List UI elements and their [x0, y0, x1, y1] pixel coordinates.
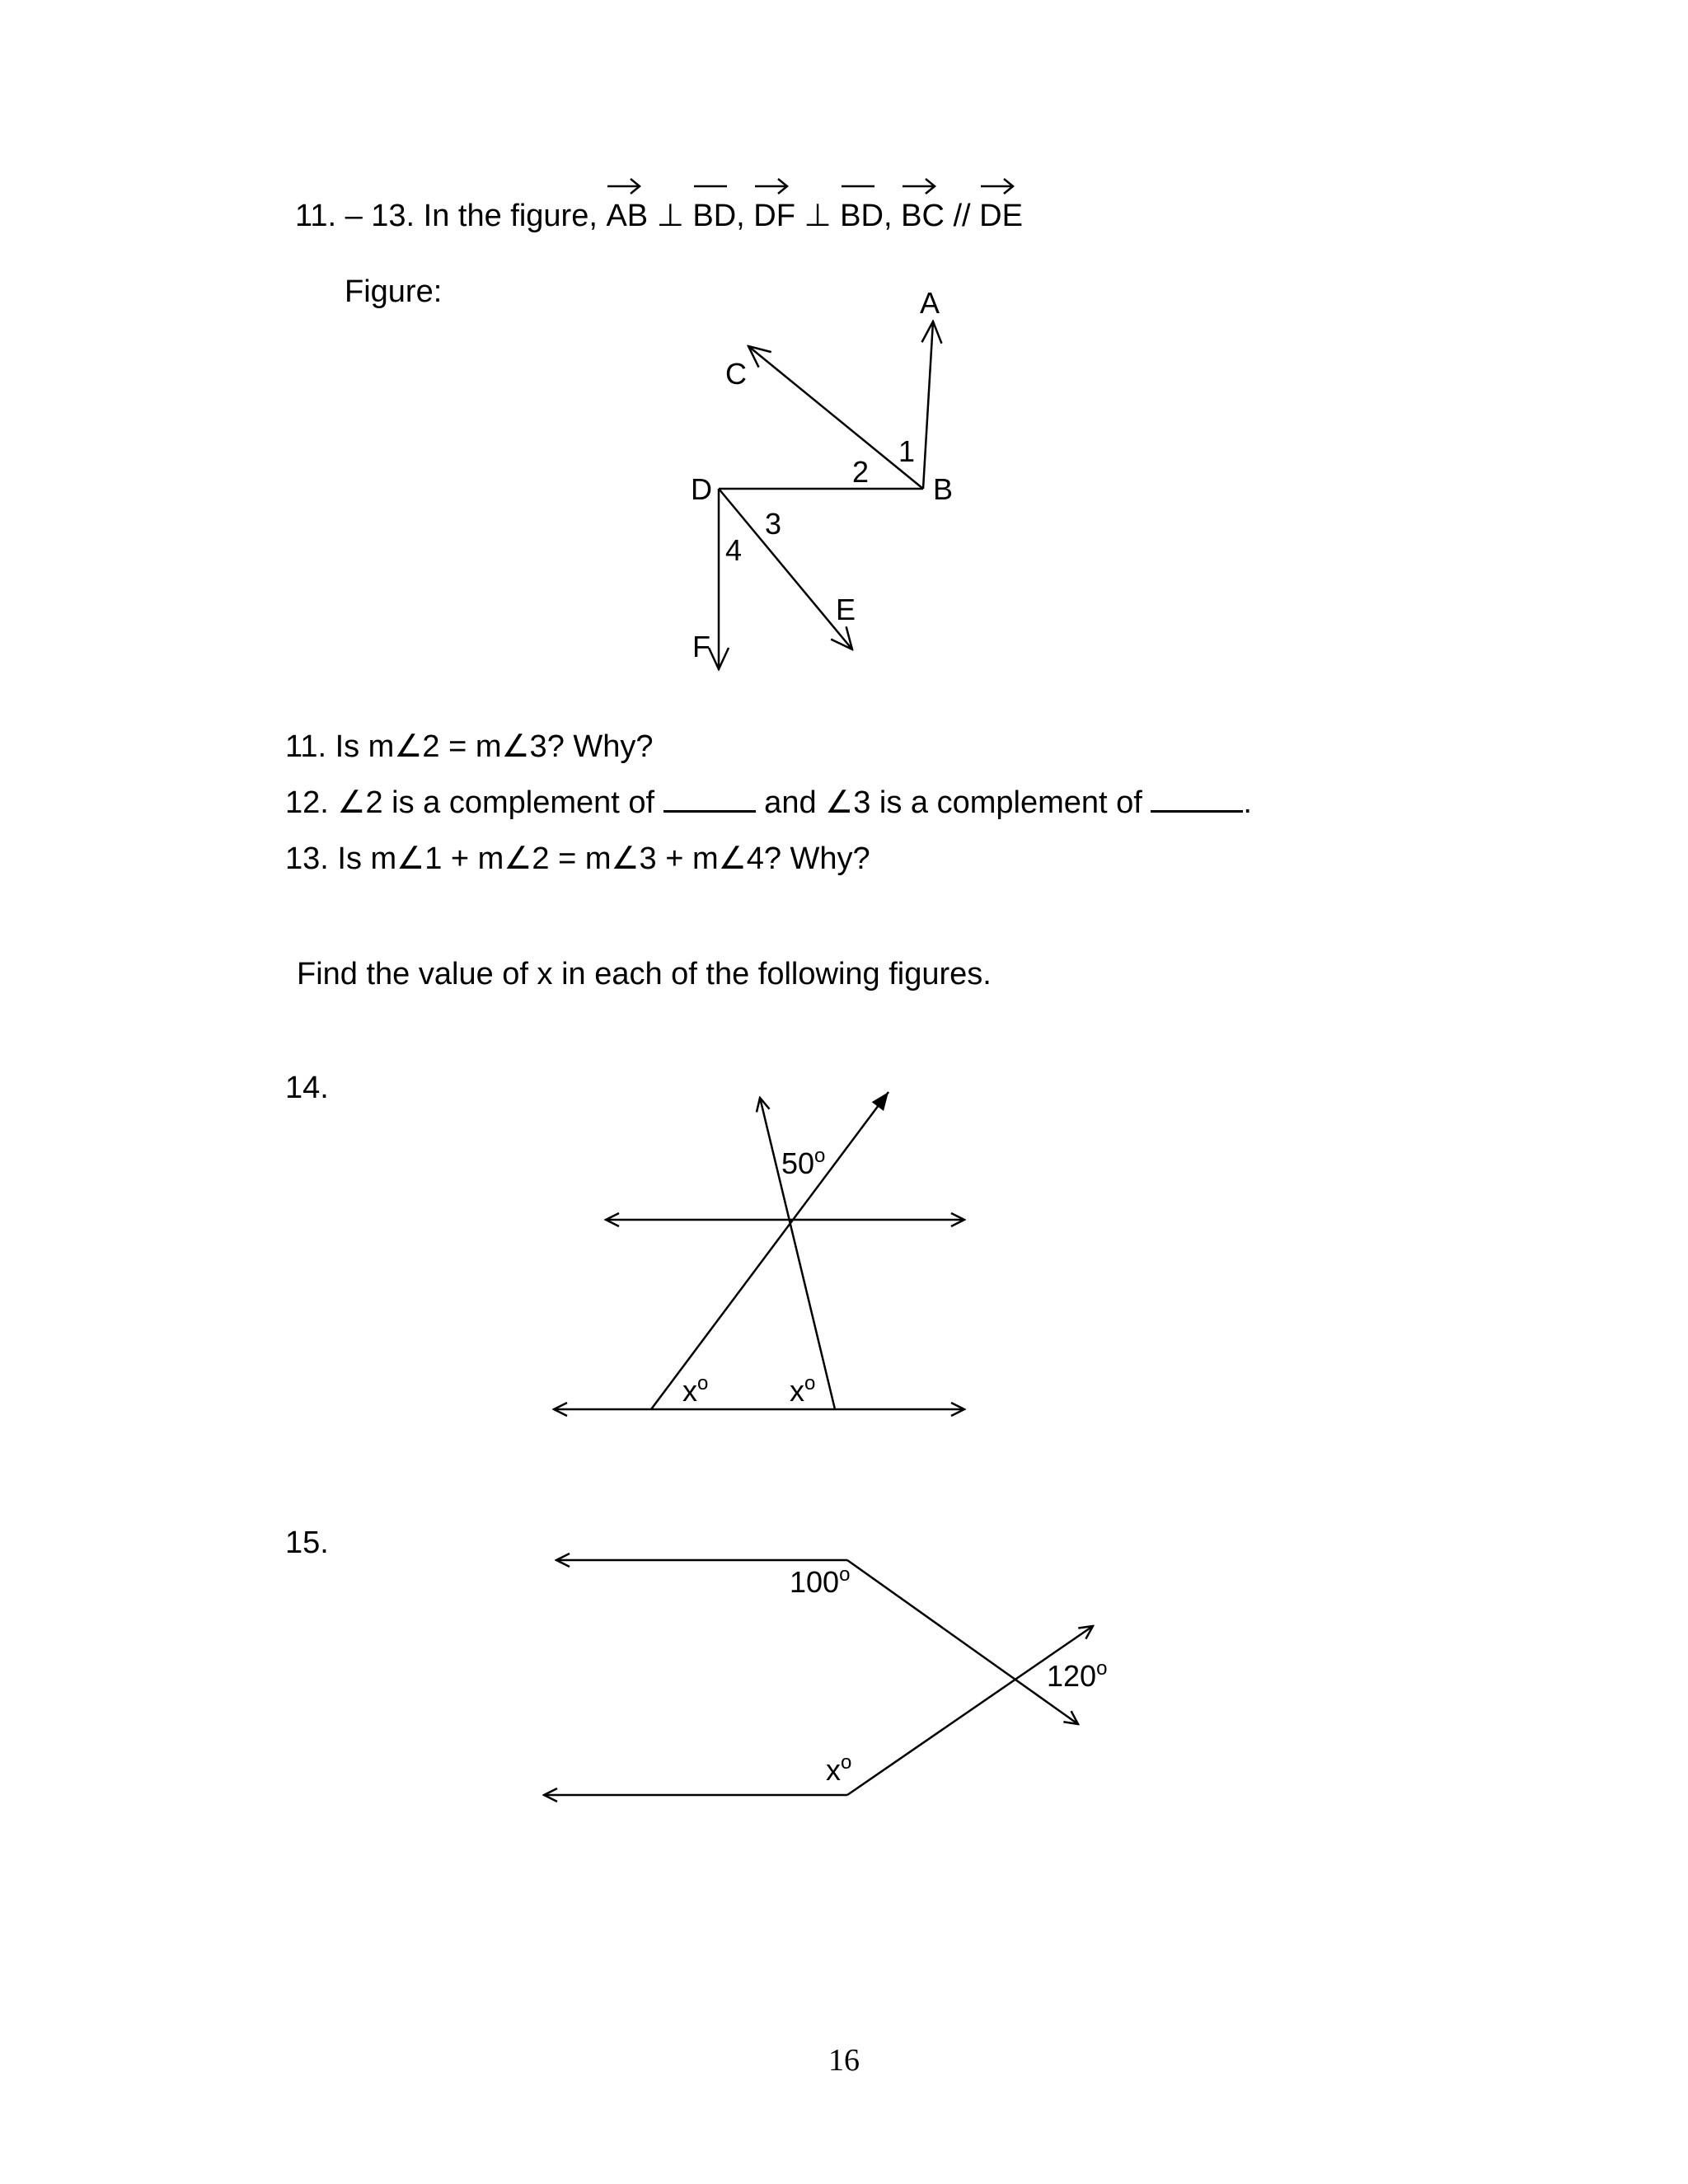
perp-symbol: ⊥: [648, 199, 693, 233]
ray-bc-line: [748, 346, 923, 489]
question-13: 13. Is m∠1 + m∠2 = m∠3 + m∠4? Why?: [285, 841, 870, 876]
ray-df: DF: [753, 198, 795, 234]
perp-symbol: ⊥: [795, 199, 841, 233]
angle-label-3: 3: [765, 507, 782, 541]
transversal-up: [847, 1626, 1093, 1795]
point-label-b: B: [933, 472, 954, 506]
question-11: 11. Is m∠2 = m∠3? Why?: [285, 729, 654, 764]
comma: ,: [883, 199, 902, 233]
point-label-f: F: [692, 630, 710, 663]
question-12: 12. ∠2 is a complement of and ∠3 is a complement of .: [285, 785, 1252, 820]
angle-label-120: 120$^o$: [1047, 1657, 1108, 1693]
angle-label-2: 2: [852, 455, 870, 489]
angle-label-4: 4: [725, 533, 743, 567]
figure-rays-abcdef: [719, 321, 933, 669]
ray-de-line: [719, 489, 852, 649]
transversal-down: [847, 1560, 1078, 1724]
point-label-c: C: [725, 357, 747, 391]
parallel-symbol: //: [944, 199, 980, 233]
answer-blank-1[interactable]: [663, 785, 756, 813]
point-label-a: A: [920, 286, 940, 320]
instruction-text: Find the value of x in each of the following figures.: [297, 957, 992, 991]
answer-blank-2[interactable]: [1151, 785, 1243, 813]
angle-label-x-right: $x^o$: [790, 1372, 816, 1408]
ray-bc: BC: [901, 198, 945, 234]
angle-label-100: 100$^o$: [790, 1563, 851, 1599]
comma: ,: [736, 199, 754, 233]
header-prefix: 11. – 13. In the figure,: [295, 199, 607, 233]
problem-15-number: 15.: [285, 1526, 329, 1560]
angle-label-1: 1: [898, 434, 916, 468]
point-label-d: D: [691, 472, 712, 506]
ray-ba: [923, 321, 933, 489]
figure-14: [554, 1092, 964, 1409]
ray-de: DE: [979, 198, 1023, 234]
ray-ab: AB: [606, 198, 648, 234]
angle-label-x-left: $x^o$: [682, 1372, 709, 1408]
segment-bd: BD: [692, 198, 736, 234]
figure-label: Figure:: [345, 274, 443, 309]
point-label-e: E: [836, 593, 856, 626]
angle-label-50: 50$^o$: [781, 1145, 826, 1180]
page-number: 16: [828, 2043, 860, 2078]
angle-label-x: $x^o$: [826, 1751, 852, 1787]
segment-bd-2: BD: [840, 198, 884, 234]
problem-14-number: 14.: [285, 1071, 329, 1105]
